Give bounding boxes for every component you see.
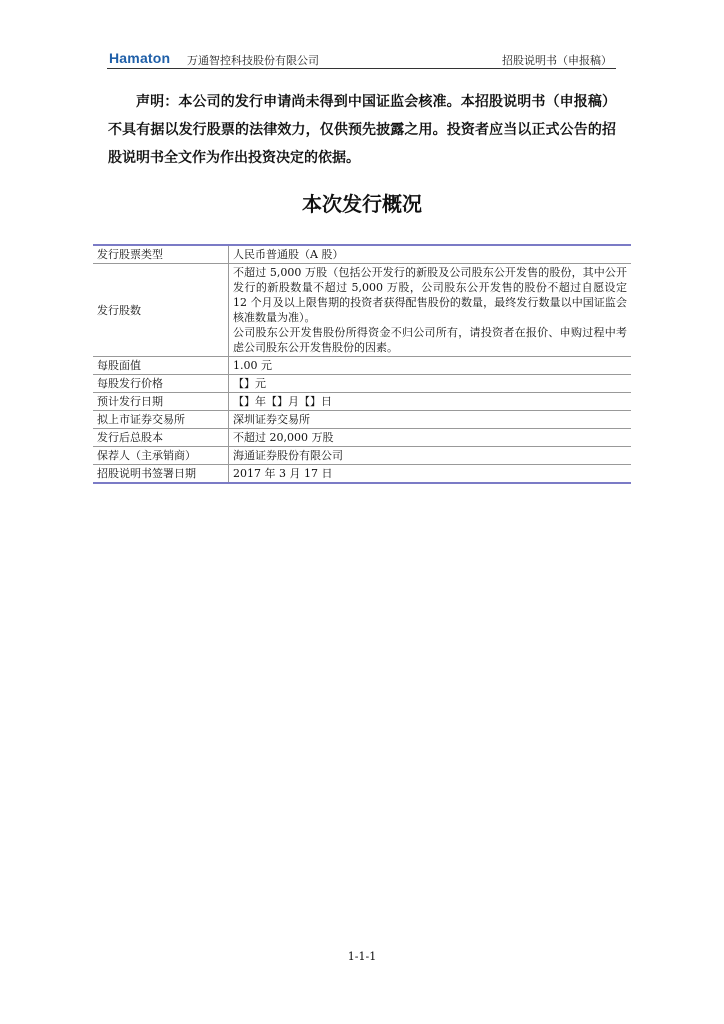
table-row bbox=[93, 447, 631, 465]
table-row bbox=[93, 411, 631, 429]
row-label: 拟上市证券交易所 bbox=[93, 411, 229, 429]
company-name: 万通智控科技股份有限公司 bbox=[187, 54, 319, 67]
document-type: 招股说明书（申报稿） bbox=[502, 54, 612, 67]
row-label: 发行股数 bbox=[93, 264, 229, 357]
row-value: 【】年【】月【】日 bbox=[233, 395, 332, 408]
table-row bbox=[93, 264, 631, 357]
table-row bbox=[93, 245, 631, 264]
table-row bbox=[93, 465, 631, 484]
table-row bbox=[93, 429, 631, 447]
share-count-note: 公司股东公开发售股份所得资金不归公司所有，请投资者在报价、申购过程中考虑公司股东公开发售股份的因素。 bbox=[233, 326, 627, 354]
row-value bbox=[229, 264, 632, 357]
row-value: 【】元 bbox=[233, 377, 266, 390]
offering-summary-table bbox=[93, 244, 631, 484]
page-header bbox=[107, 48, 616, 69]
row-label: 发行股票类型 bbox=[93, 245, 229, 264]
row-label: 每股面值 bbox=[93, 357, 229, 375]
share-count-text: 不超过 5,000 万股（包括公开发行的新股及公司股东公开发售的股份，其中公开发行的新股数量不超过 5,000 万股，公司股东公开发售的股份不超过自愿设定 12 个月及以上限售期的投资者获得配售股份的数量，最终发行数量以中国证监会核准数量为准）。 bbox=[233, 266, 627, 324]
page-number: 1-1-1 bbox=[347, 950, 377, 963]
page-title: 本次发行概况 bbox=[302, 192, 422, 216]
table-row bbox=[93, 393, 631, 411]
row-label: 发行后总股本 bbox=[93, 429, 229, 447]
row-label: 每股发行价格 bbox=[93, 375, 229, 393]
row-value: 1.00 元 bbox=[233, 359, 272, 372]
table-row bbox=[93, 357, 631, 375]
company-logo: Hamaton bbox=[109, 50, 171, 66]
row-label: 招股说明书签署日期 bbox=[93, 465, 229, 484]
row-value: 人民币普通股（A 股） bbox=[233, 248, 344, 261]
row-value: 2017 年 3 月 17 日 bbox=[233, 467, 333, 480]
row-label: 预计发行日期 bbox=[93, 393, 229, 411]
row-label: 保荐人（主承销商） bbox=[93, 447, 229, 465]
row-value: 深圳证券交易所 bbox=[233, 413, 310, 426]
disclaimer-statement: 声明：本公司的发行申请尚未得到中国证监会核准。本招股说明书（申报稿）不具有据以发行股票的法律效力，仅供预先披露之用。投资者应当以正式公告的招股说明书全文作为作出投资决定的依据。 bbox=[108, 94, 616, 166]
row-value: 海通证券股份有限公司 bbox=[233, 449, 343, 462]
row-value: 不超过 20,000 万股 bbox=[233, 431, 334, 444]
table-row bbox=[93, 375, 631, 393]
